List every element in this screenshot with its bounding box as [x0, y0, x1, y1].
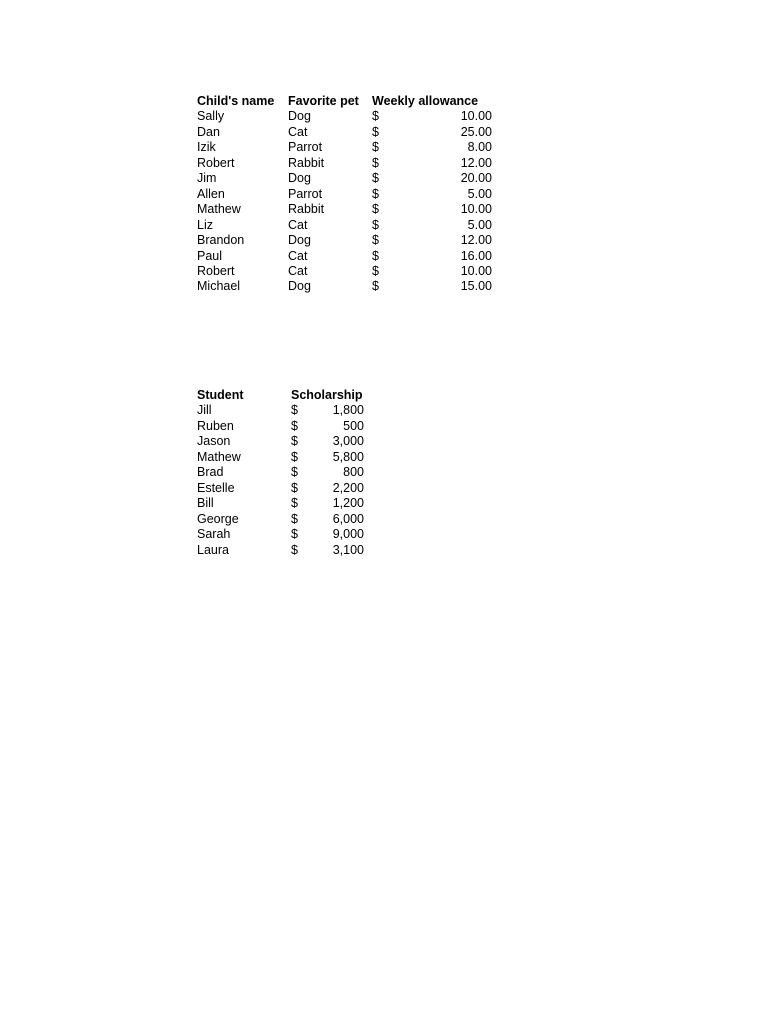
table-row — [197, 465, 364, 480]
favorite-pet-cell: Cat — [288, 124, 308, 139]
favorite-pet-cell: Dog — [288, 233, 311, 248]
child-name-cell: Robert — [197, 155, 235, 170]
pets-table-header-row — [197, 94, 492, 109]
currency-symbol-cell: $ — [372, 171, 379, 186]
table-row — [197, 264, 492, 279]
table-row — [197, 202, 492, 217]
child-name-cell: Allen — [197, 186, 225, 201]
table-row — [197, 512, 364, 527]
scholarship-amount-cell: 9,000 — [332, 527, 364, 542]
allowance-amount-cell: 10.00 — [460, 202, 492, 217]
currency-symbol-cell: $ — [372, 155, 379, 170]
scholarship-amount-cell: 2,200 — [332, 480, 364, 495]
child-name-cell: Izik — [197, 140, 216, 155]
student-name-cell: George — [197, 511, 239, 526]
favorite-pet-cell: Parrot — [288, 140, 323, 155]
favorite-pet-cell: Cat — [288, 217, 308, 232]
header-weekly-allowance: Weekly allowance — [372, 94, 479, 108]
favorite-pet-cell: Cat — [288, 248, 308, 263]
student-name-cell: Jason — [197, 434, 231, 449]
currency-symbol-cell: $ — [291, 465, 298, 480]
currency-symbol-cell: $ — [291, 434, 298, 449]
allowance-amount-cell: 5.00 — [467, 217, 492, 232]
allowance-amount-cell: 10.00 — [460, 263, 492, 278]
allowance-amount-cell: 12.00 — [460, 233, 492, 248]
child-name-cell: Mathew — [197, 202, 241, 217]
student-name-cell: Sarah — [197, 527, 231, 542]
currency-symbol-cell: $ — [372, 202, 379, 217]
child-name-cell: Dan — [197, 124, 220, 139]
favorite-pet-cell: Parrot — [288, 186, 323, 201]
student-name-cell: Bill — [197, 496, 214, 511]
currency-symbol-cell: $ — [291, 496, 298, 511]
table-row — [197, 156, 492, 171]
table-row — [197, 249, 492, 264]
student-name-cell: Jill — [197, 403, 212, 418]
currency-symbol-cell: $ — [291, 449, 298, 464]
child-name-cell: Liz — [197, 217, 213, 232]
child-name-cell: Michael — [197, 279, 241, 294]
allowance-amount-cell: 20.00 — [460, 171, 492, 186]
child-name-cell: Jim — [197, 171, 217, 186]
currency-symbol-cell: $ — [291, 511, 298, 526]
currency-symbol-cell: $ — [372, 248, 379, 263]
scholarship-amount-cell: 3,100 — [332, 542, 364, 557]
student-name-cell: Brad — [197, 465, 224, 480]
header-favorite-pet: Favorite pet — [288, 94, 359, 108]
student-name-cell: Mathew — [197, 449, 241, 464]
currency-symbol-cell: $ — [291, 418, 298, 433]
currency-symbol-cell: $ — [291, 527, 298, 542]
allowance-amount-cell: 10.00 — [460, 109, 492, 124]
table-row — [197, 434, 364, 449]
currency-symbol-cell: $ — [372, 186, 379, 201]
pets-allowance-table — [197, 94, 492, 295]
scholarship-table — [197, 388, 364, 558]
header-childs-name: Child's name — [197, 94, 275, 108]
scholarship-table-header-row — [197, 388, 364, 403]
header-student: Student — [197, 388, 244, 402]
table-row — [197, 419, 364, 434]
table-row — [197, 187, 492, 202]
table-row — [197, 481, 364, 496]
scholarship-amount-cell: 1,800 — [332, 403, 364, 418]
scholarship-amount-cell: 800 — [343, 465, 364, 480]
student-name-cell: Ruben — [197, 418, 234, 433]
table-row — [197, 543, 364, 558]
table-row — [197, 403, 364, 418]
currency-symbol-cell: $ — [372, 124, 379, 139]
currency-symbol-cell: $ — [372, 109, 379, 124]
allowance-amount-cell: 8.00 — [467, 140, 492, 155]
favorite-pet-cell: Dog — [288, 279, 311, 294]
currency-symbol-cell: $ — [372, 217, 379, 232]
table-row — [197, 171, 492, 186]
currency-symbol-cell: $ — [372, 279, 379, 294]
scholarship-amount-cell: 5,800 — [332, 449, 364, 464]
allowance-amount-cell: 5.00 — [467, 186, 492, 201]
table-row — [197, 496, 364, 511]
child-name-cell: Brandon — [197, 233, 245, 248]
favorite-pet-cell: Dog — [288, 109, 311, 124]
currency-symbol-cell: $ — [372, 140, 379, 155]
currency-symbol-cell: $ — [372, 263, 379, 278]
currency-symbol-cell: $ — [291, 480, 298, 495]
allowance-amount-cell: 16.00 — [460, 248, 492, 263]
scholarship-amount-cell: 6,000 — [332, 511, 364, 526]
allowance-amount-cell: 25.00 — [460, 124, 492, 139]
table-row — [197, 450, 364, 465]
scholarship-amount-cell: 3,000 — [332, 434, 364, 449]
child-name-cell: Paul — [197, 248, 223, 263]
table-row — [197, 279, 492, 294]
allowance-amount-cell: 12.00 — [460, 155, 492, 170]
student-name-cell: Estelle — [197, 480, 235, 495]
currency-symbol-cell: $ — [291, 542, 298, 557]
table-row — [197, 109, 492, 124]
allowance-amount-cell: 15.00 — [460, 279, 492, 294]
child-name-cell: Robert — [197, 263, 235, 278]
table-row — [197, 233, 492, 248]
table-row — [197, 140, 492, 155]
table-row — [197, 527, 364, 542]
favorite-pet-cell: Cat — [288, 263, 308, 278]
favorite-pet-cell: Dog — [288, 171, 311, 186]
scholarship-amount-cell: 500 — [343, 418, 364, 433]
favorite-pet-cell: Rabbit — [288, 202, 325, 217]
student-name-cell: Laura — [197, 542, 229, 557]
favorite-pet-cell: Rabbit — [288, 155, 325, 170]
child-name-cell: Sally — [197, 109, 225, 124]
header-scholarship: Scholarship — [291, 388, 363, 402]
table-row — [197, 125, 492, 140]
scholarship-amount-cell: 1,200 — [332, 496, 364, 511]
table-row — [197, 218, 492, 233]
currency-symbol-cell: $ — [291, 403, 298, 418]
currency-symbol-cell: $ — [372, 233, 379, 248]
